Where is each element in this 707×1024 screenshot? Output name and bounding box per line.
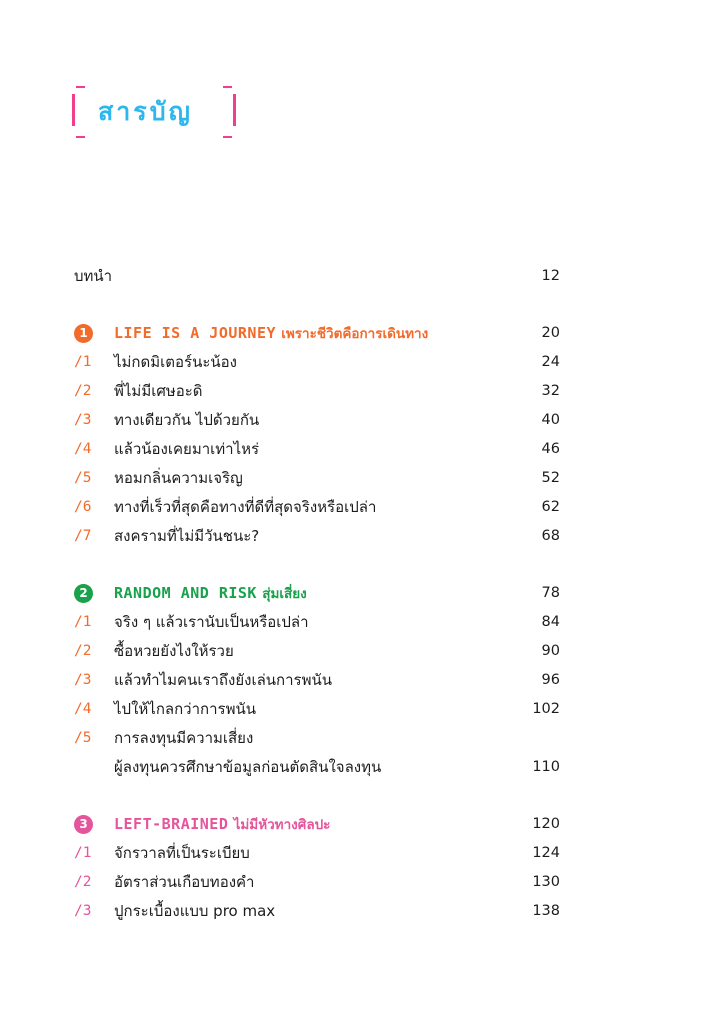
chapter-title-en: LEFT-BRAINED [114,815,229,833]
item-number: /2 [74,643,92,659]
chapter-title [114,812,330,837]
chapter-page: 120 [532,816,560,832]
toc-item[interactable] [0,610,707,634]
right-bracket [233,94,236,126]
toc-item[interactable] [0,379,707,403]
item-page: 40 [541,412,560,428]
item-page: 32 [541,383,560,399]
item-number: /3 [74,412,92,428]
item-number: /4 [74,701,92,717]
bracket-dash [223,86,232,88]
item-page: 68 [541,528,560,544]
toc-item[interactable] [0,726,707,750]
item-label: ทางที่เร็วที่สุดคือทางที่ดีที่สุดจริงหรือเปล่า [114,498,377,516]
chapter-title-en: RANDOM AND RISK [114,584,257,602]
item-number: /6 [74,499,92,515]
toc-item[interactable] [0,899,707,923]
item-page: 96 [541,672,560,688]
toc-item-continuation[interactable] [0,755,707,779]
item-page: 110 [532,759,560,775]
item-label: แล้วทำไมคนเราถึงยังเล่นการพนัน [114,671,332,689]
item-page: 62 [541,499,560,515]
chapter-title-th: เพราะชีวิตคือการเดินทาง [281,326,429,342]
item-number: /1 [74,845,92,861]
chapter-title-th: สุ่มเสี่ยง [262,586,307,602]
chapter-title [114,581,307,606]
item-page: 90 [541,643,560,659]
item-page: 138 [532,903,560,919]
chapter-number-badge: 2 [74,584,93,603]
item-label: จักรวาลที่เป็นระเบียบ [114,844,250,862]
chapter-3-heading[interactable] [0,812,707,836]
item-page: 46 [541,441,560,457]
item-number: /1 [74,354,92,370]
item-label: สงครามที่ไม่มีวันชนะ? [114,527,260,545]
item-number: /7 [74,528,92,544]
bracket-dash [76,86,85,88]
item-page: 102 [532,701,560,717]
toc-item[interactable] [0,668,707,692]
item-number: /5 [74,470,92,486]
chapter-title [114,321,428,346]
item-label: อัตราส่วนเกือบทองคำ [114,873,255,891]
toc-item[interactable] [0,495,707,519]
page-title: สารบัญ [98,97,193,126]
toc-item[interactable] [0,697,707,721]
item-number: /4 [74,441,92,457]
item-label: ไม่กดมิเตอร์นะน้อง [114,353,237,371]
intro-page: 12 [541,268,560,284]
item-number: /5 [74,730,92,746]
toc-item[interactable] [0,841,707,865]
item-label: ปูกระเบื้องแบบ pro max [114,902,276,920]
toc-intro-row[interactable] [0,264,707,288]
toc-title-frame [72,84,236,140]
toc-item[interactable] [0,870,707,894]
bracket-dash [76,136,85,138]
toc-item[interactable] [0,639,707,663]
item-number: /1 [74,614,92,630]
toc-item[interactable] [0,524,707,548]
chapter-page: 20 [541,325,560,341]
toc-item[interactable] [0,408,707,432]
item-page: 24 [541,354,560,370]
item-label: ทางเดียวกัน ไปด้วยกัน [114,411,260,429]
intro-label: บทนำ [74,267,113,285]
chapter-page: 78 [541,585,560,601]
item-label: หอมกลิ่นความเจริญ [114,469,243,487]
chapter-1-heading[interactable] [0,321,707,345]
item-page: 52 [541,470,560,486]
chapter-2-heading[interactable] [0,581,707,605]
item-label: ซื้อหวยยังไงให้รวย [114,642,234,660]
chapter-number-badge: 1 [74,324,93,343]
item-label: พี่ไม่มีเศษอะดิ [114,382,203,400]
item-number: /2 [74,383,92,399]
bracket-dash [223,136,232,138]
item-label-line-2: ผู้ลงทุนควรศึกษาข้อมูลก่อนตัดสินใจลงทุน [114,758,382,776]
item-label: ไปให้ไกลกว่าการพนัน [114,700,256,718]
toc-item[interactable] [0,466,707,490]
left-bracket [72,94,75,126]
item-label: แล้วน้องเคยมาเท่าไหร่ [114,440,260,458]
chapter-number-badge: 3 [74,815,93,834]
item-page: 124 [532,845,560,861]
toc-item[interactable] [0,437,707,461]
item-label: จริง ๆ แล้วเรานับเป็นหรือเปล่า [114,613,309,631]
item-number: /3 [74,903,92,919]
toc-item[interactable] [0,350,707,374]
chapter-title-th: ไม่มีหัวทางศิลปะ [233,817,331,833]
item-label: การลงทุนมีความเสี่ยง [114,729,254,747]
item-number: /3 [74,672,92,688]
item-page: 84 [541,614,560,630]
item-page: 130 [532,874,560,890]
chapter-title-en: LIFE IS A JOURNEY [114,324,277,342]
item-number: /2 [74,874,92,890]
